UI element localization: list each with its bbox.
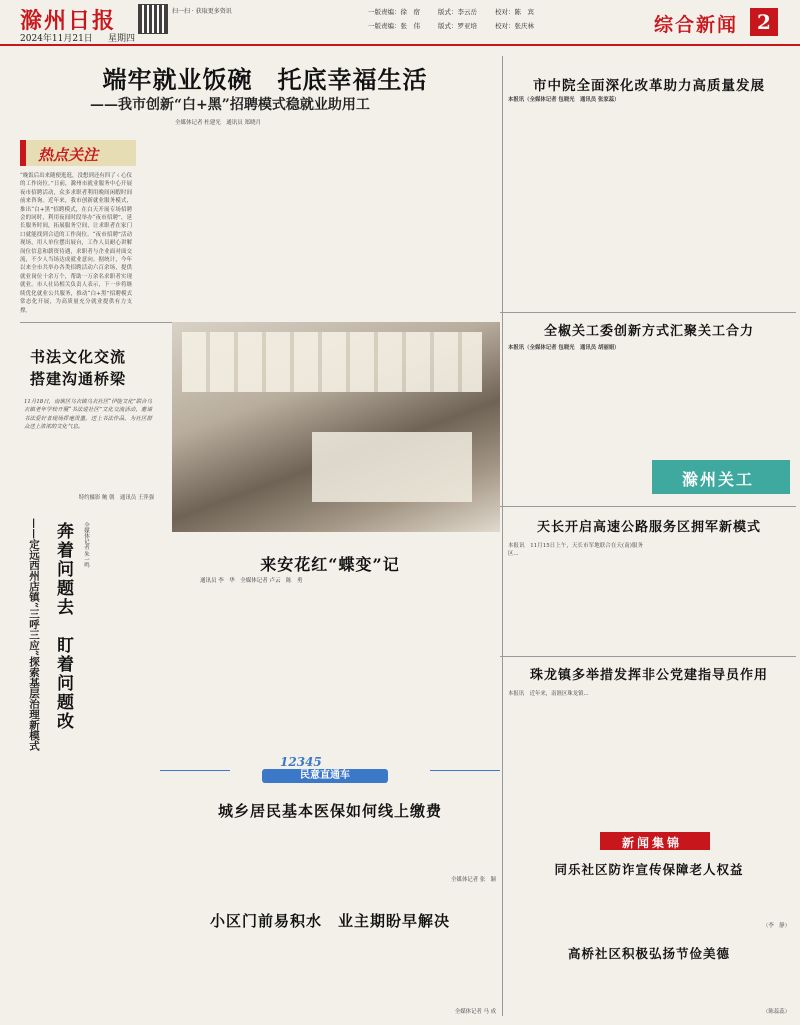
- lead-story-title: 端牢就业饭碗 托底幸福生活: [102, 65, 428, 94]
- lead-story-body-col1: “晚饭后出来随便逛逛，没想到还有四了ㄑ心仪的工作岗位。”日前，滁州市就业服务中心开展夜市招聘活动，众多求职者利用晚间闲暇时间前来咨询。近年来，我市创新就业服务模式，推出“白+黑”招聘模式，在白天开展专场招聘会的同时，利用夜间时段举办“夜市招聘”，延长服务时间，拓展服务空间，让求职者在家门口就能找到合适的工作岗位。“夜市招聘”活动现场，用人单位摆出展台，工作人员耐心讲解岗位信息和薪资待遇，求职者与企业面对面交流，不少人当场达成就业意向。据统计，今年以来全市共举办各类招聘活动六百余场，提供就业岗位十余万个，帮助一万余名求职者实现就业。市人社局相关负责人表示，下一步将继续优化就业公共服务，推动“白+黑”招聘模式常态化开展，为高质量充分就业提供有力支撑。: [20, 173, 132, 314]
- calligraphy-caption: 11月18日，南谯区乌衣镇乌衣社区“伊能文化”联合乌衣镇老年学校开展“书法进社区”文化交流活动，邀请书法爱好者现场挥毫泼墨，送上书法作品，为社区群众送上浓浓的文化气息。: [24, 399, 152, 431]
- editors-row-1: 一版责编：徐 宿 版式：李云岳 校对：陈 宾: [368, 8, 534, 16]
- gaoqiao-story-title: 高桥社区积极弘扬节俭美德: [567, 946, 730, 961]
- expressway-story-col1: [508, 552, 643, 648]
- reform-story-col1: [508, 106, 643, 306]
- hotline-banner-right-line: [430, 770, 500, 771]
- fraud-story-col2: [652, 880, 790, 922]
- water-story-col2: [274, 936, 382, 1018]
- zhulong-story-col1: [508, 700, 643, 820]
- gaoqiao-story-col2: [652, 964, 790, 1008]
- water-story-byline: 全媒体记者 马 成: [454, 1009, 496, 1015]
- paper-name: 滁州日报: [20, 8, 117, 34]
- reform-story-title: 市中院全面深化改革助力高质量发展: [533, 78, 765, 94]
- market-story-col2: [274, 590, 382, 748]
- community-label: 新闻集锦: [600, 832, 710, 850]
- column-rule: [502, 56, 503, 1016]
- masthead-rule: [0, 44, 800, 46]
- zhulong-story-byline: 本报讯 近年来，南谯区珠龙镇...: [508, 691, 589, 697]
- hotline-text: 民意直通车: [262, 769, 388, 783]
- expressway-story-byline: 本报讯 11月15日上午，天长市军地联合在天(南)服务区...: [508, 543, 643, 558]
- quanjiao-story-title: 全椒关工委创新方式汇聚关工合力: [543, 324, 754, 339]
- hotline-number: 12345: [280, 755, 322, 769]
- qr-code-icon[interactable]: [138, 4, 168, 34]
- hotline-banner-left-line: [160, 770, 230, 771]
- masthead: [0, 0, 800, 44]
- lead-story-body-col3: [260, 128, 372, 312]
- issue-date: 2024年11月21日: [20, 34, 93, 44]
- section-title: 综合新闻: [654, 14, 739, 36]
- fraud-story-title: 同乐社区防诈宣传保障老人权益: [554, 862, 744, 877]
- hotline-banner: [160, 755, 500, 785]
- zhulong-story-col2: [652, 690, 790, 820]
- market-story-title: 来安花红“蝶变”记: [260, 555, 400, 574]
- medical-story-title: 城乡居民基本医保如何线上缴费: [217, 802, 442, 820]
- water-story-title: 小区门前易积水 业主期盼早解决: [209, 912, 450, 930]
- page-number-badge: 2: [750, 8, 778, 36]
- market-story-byline: 通讯员 李 华 全媒体记者 卢云 陈 勇: [200, 578, 303, 584]
- expressway-story-title: 天长开启高速公路服务区拥军新模式: [536, 520, 761, 535]
- editors-row-2: 一版责编：张 伟 版式：罗亚培 校对：张庆林: [368, 22, 534, 30]
- guangong-label: 滁州关工: [652, 460, 790, 494]
- market-story-col3: [388, 590, 496, 748]
- lead-story-body-col4: [380, 128, 492, 312]
- expressway-story-col2: [652, 542, 790, 648]
- lead-story-subtitle: ——我市创新“白+黑”招聘模式稳就业助用工: [90, 97, 370, 113]
- calligraphy-title-2: 搭建沟通桥梁: [30, 370, 127, 388]
- zhulong-story-title: 珠龙镇多举措发挥非公党建指导员作用: [529, 668, 768, 683]
- medical-story-col3: [388, 826, 496, 874]
- calligraphy-photo: [172, 322, 500, 532]
- quanjiao-divider: [500, 506, 796, 507]
- issue-weekday: 星期四: [108, 34, 136, 44]
- water-story-col1: [160, 936, 268, 1018]
- calligraphy-credit: 特约摄影 鲍 朝 通讯员 王萍强: [78, 495, 154, 501]
- water-story-col3: [388, 936, 496, 1006]
- quanjiao-story-byline: 本报讯（全媒体记者 包晓光 通讯员 胡丽娟）: [508, 345, 620, 351]
- gaoqiao-story-byline: （陈蕊蕊）: [763, 1009, 790, 1015]
- fraud-story-col1: [508, 880, 643, 930]
- quanjiao-story-col1: [508, 354, 643, 500]
- lead-story-body-col2: [140, 128, 252, 312]
- vertical-story-title-2: ——定远西州店镇“三呼三应”探索基层治理新模式: [28, 518, 40, 751]
- market-story-col1: [160, 590, 268, 748]
- qr-caption: 扫一扫 · 获取更多资讯: [172, 8, 232, 15]
- gaoqiao-story-col1: [508, 964, 643, 1018]
- calligraphy-title-1: 书法文化交流: [30, 348, 127, 366]
- medical-story-col2: [274, 826, 382, 884]
- expressway-divider: [500, 656, 796, 657]
- vertical-story-title-1: 奔着问题去 盯着问题改: [53, 522, 73, 731]
- quanjiao-story-col2: [652, 344, 790, 454]
- hot-topic-badge: 热点关注: [20, 140, 136, 166]
- medical-story-col1: [160, 826, 268, 884]
- vertical-story-body: [20, 850, 152, 1018]
- lead-story-byline: 全媒体记者 杜建光 通讯员 郑晓月: [175, 120, 261, 126]
- reform-story-byline: 本报讯（全媒体记者 包晓光 通讯员 张家蕊）: [508, 97, 620, 103]
- vertical-story-intro: [80, 540, 146, 850]
- reform-divider: [500, 312, 796, 313]
- fraud-story-byline: （李 静）: [763, 923, 790, 929]
- vertical-story-byline: 全媒体记者 朱一鸣: [83, 522, 89, 568]
- medical-story-byline: 全媒体记者 张 颖: [451, 877, 496, 883]
- reform-story-col2: [652, 96, 790, 306]
